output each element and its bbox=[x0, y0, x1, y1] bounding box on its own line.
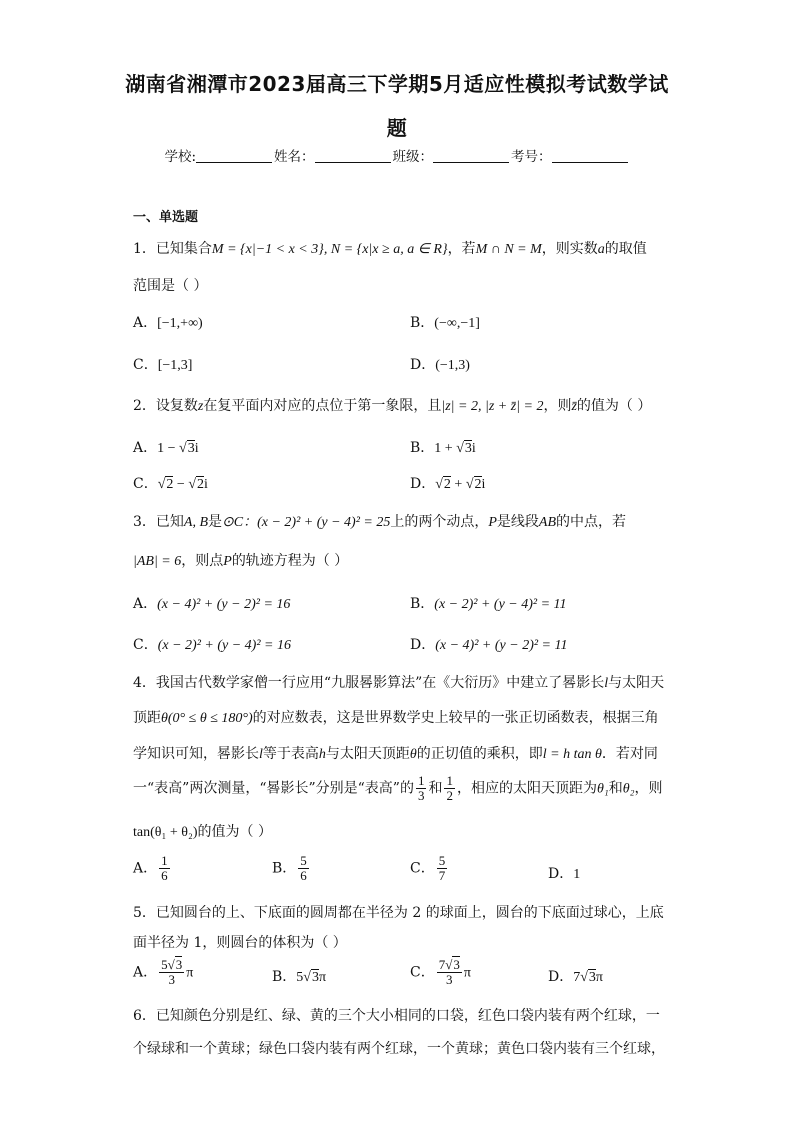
q1-stem-line2: 范围是（ ） bbox=[133, 278, 208, 294]
exam-no-blank[interactable] bbox=[552, 150, 628, 163]
q6-stem-line2: 个绿球和一个黄球；绿色口袋内装有两个红球，一个黄球；黄色口袋内装有三个红球， bbox=[133, 1041, 665, 1057]
q4-stem-line4: 一“表高”两次测量，“晷影长”分别是“表高”的 $\frac{1}{3}$ 和 $\frac{1}{2}$ ，相应的太阳天顶距为θ₁和θ₂，则 bbox=[133, 773, 663, 803]
class-label: 班级： bbox=[392, 149, 434, 165]
q4-stem-line2: 顶距θ(0° ≤ θ ≤ 180°)的对应数表，这是世界数学史上较早的一张正切函数表，根据三角 bbox=[133, 710, 659, 726]
q1-option-a[interactable]: A．[−1,+∞) bbox=[133, 315, 203, 331]
q1-option-c[interactable]: C．[−1,3] bbox=[133, 357, 193, 373]
q3-stem-line2: |AB| = 6，则点P的轨迹方程为（ ） bbox=[133, 553, 349, 569]
q3-option-c[interactable]: C．(x − 2)² + (y − 4)² = 16 bbox=[133, 637, 291, 653]
q4-option-a[interactable]: A． $\frac{1}{6}$ bbox=[133, 853, 168, 883]
q3-option-d[interactable]: D．(x − 4)² + (y − 2)² = 11 bbox=[410, 637, 568, 653]
q5-option-d[interactable]: D．7√3π bbox=[548, 969, 603, 985]
q5-option-b[interactable]: B．5√3π bbox=[272, 969, 327, 985]
q1-option-b[interactable]: B．(−∞,−1] bbox=[410, 315, 480, 331]
q6-stem-line1: 6．已知颜色分别是红、绿、黄的三个大小相同的口袋，红色口袋内装有两个红球，一 bbox=[133, 1008, 660, 1024]
name-label: 姓名： bbox=[274, 149, 315, 165]
school-label: 学校: bbox=[164, 149, 197, 165]
q1-option-d[interactable]: D．(−1,3) bbox=[410, 357, 470, 373]
q2-stem: 2．设复数z在复平面内对应的点位于第一象限，且|z| = 2, |z + z̄| = 2，则z̄的值为（ ） bbox=[133, 398, 652, 414]
school-blank[interactable] bbox=[196, 150, 272, 163]
exam-no-label: 考号： bbox=[511, 149, 552, 165]
exam-title-line1: 湖南省湘潭市2023届高三下学期5月适应性模拟考试数学试 bbox=[125, 72, 669, 96]
q2-option-a[interactable]: A．1 − √3i bbox=[133, 440, 199, 456]
student-info-row bbox=[0, 145, 794, 165]
q5-stem-line1: 5．已知圆台的上、下底面的圆周都在半径为 2 的球面上，圆台的下底面过球心，上底 bbox=[133, 905, 664, 921]
q4-stem-line5: tan(θ₁ + θ₂)的值为（ ） bbox=[133, 824, 272, 840]
q4-option-c[interactable]: C． $\frac{5}{7}$ bbox=[410, 853, 446, 883]
name-blank[interactable] bbox=[315, 150, 391, 163]
q3-stem-line1: 3．已知A, B是⊙C：(x − 2)² + (y − 4)² = 25上的两个动点，P是线段AB的中点，若 bbox=[133, 514, 627, 530]
q4-stem-line1: 4．我国古代数学家僧一行应用“九服晷影算法”在《大衍历》中建立了晷影长l与太阳天 bbox=[133, 675, 665, 691]
q5-option-c[interactable]: C． $\frac{7√3}{3}$ π bbox=[410, 957, 471, 987]
q2-option-c[interactable]: C．√2 − √2i bbox=[133, 476, 208, 492]
exam-title-line2: 题 bbox=[386, 116, 408, 140]
q5-stem-line2: 面半径为 1，则圆台的体积为（ ） bbox=[133, 935, 347, 951]
q4-stem-line3: 学知识可知，晷影长l等于表高h与太阳天顶距θ的正切值的乘积，即l = h tan θ．若对同 bbox=[133, 746, 658, 762]
q4-option-d[interactable]: D．1 bbox=[548, 866, 581, 882]
q2-option-d[interactable]: D．√2 + √2i bbox=[410, 476, 486, 492]
q5-option-a[interactable]: A． $\frac{5√3}{3}$ π bbox=[133, 957, 194, 987]
section-title: 一、单选题 bbox=[133, 210, 199, 225]
q3-option-b[interactable]: B．(x − 2)² + (y − 4)² = 11 bbox=[410, 596, 567, 612]
class-blank[interactable] bbox=[433, 150, 509, 163]
q2-option-b[interactable]: B．1 + √3i bbox=[410, 440, 476, 456]
q3-option-a[interactable]: A．(x − 4)² + (y − 2)² = 16 bbox=[133, 596, 291, 612]
q4-option-b[interactable]: B． $\frac{5}{6}$ bbox=[272, 853, 307, 883]
q1-stem-line1: 1．已知集合M = {x|−1 < x < 3}, N = {x|x ≥ a, a ∈ R}，若M ∩ N = M，则实数a的取值 bbox=[133, 241, 647, 257]
